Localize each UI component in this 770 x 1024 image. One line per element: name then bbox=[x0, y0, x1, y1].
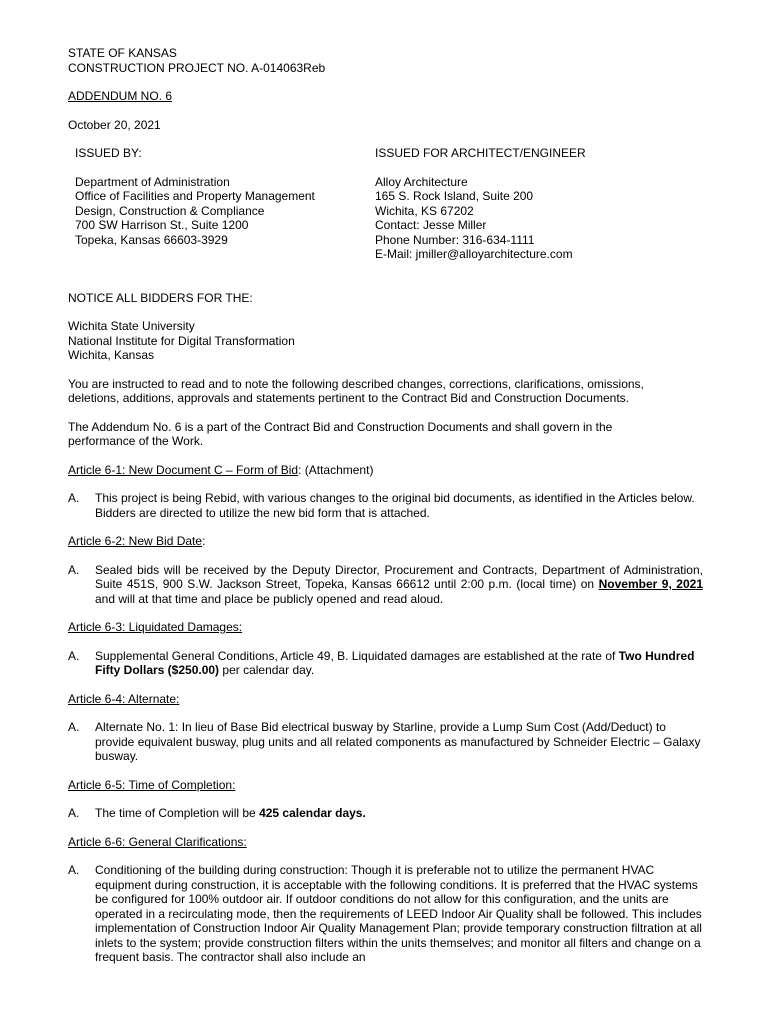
issued-by-heading: ISSUED BY: bbox=[75, 146, 142, 160]
issued-for-line: 165 S. Rock Island, Suite 200 bbox=[375, 189, 534, 203]
article-6-6-item: A. Conditioning of the building during construction: Though it is preferable not to utilize the permanent HVAC equipment during construction, it is acceptable with the following conditions. It is preferred that the HVAC systems be configured for 100% outdoor air. If outdoor conditions do not allow for this configuration, and the units are operated in a recirculating mode, then the requirements of LEED Indoor Air Quality shall be followed. This includes implementation of Construction Indoor Air Quality Management Plan; provide temporary construction filtration at all inlets to the system; provide construction filters within the units themselves; and monitor all filters and change on a frequent basis. The contractor shall also include an bbox=[68, 863, 702, 964]
issued-for-line: Alloy Architecture bbox=[375, 174, 468, 189]
notice-line: National Institute for Digital Transformation bbox=[68, 333, 295, 348]
article-6-4-item: A. Alternate No. 1: In lieu of Base Bid electrical busway by Starline, provide a Lump Sum Cost (Add/Deduct) to provide equivalent busway, plug units and all related components as manufactured by Schneider Electric – Galaxy busway. bbox=[68, 720, 701, 763]
issued-for-email: E-Mail: jmiller@alloyarchitecture.com bbox=[375, 247, 573, 261]
article-6-1-heading: Article 6-1: New Document C – Form of Bid: (Attachment) bbox=[68, 462, 374, 477]
article-6-3-heading: Article 6-3: Liquidated Damages: bbox=[68, 620, 243, 634]
issuer-block bbox=[68, 146, 704, 262]
addendum-title: ADDENDUM NO. 6 bbox=[68, 89, 173, 103]
intro-paragraph-2: The Addendum No. 6 is a part of the Contract Bid and Construction Documents and shall govern in the performance of the Work. bbox=[68, 419, 613, 448]
issued-for-line: Phone Number: 316-634-1111 bbox=[375, 232, 535, 247]
liquidated-damages-amount: Two Hundred Fifty Dollars ($250.00) bbox=[95, 648, 695, 677]
issued-by-line: Topeka, Kansas 66603-3929 bbox=[75, 232, 228, 247]
article-6-2-item: A. Sealed bids will be received by the Deputy Director, Procurement and Contracts, Department of Administration, Suite 451S, 900 S.W. Jackson Street, Topeka, Kansas 66612 until 2:00 p.m. (local time) on November 9, 2021 and will at that time and place be publicly opened and read aloud. bbox=[68, 562, 703, 606]
project-number: CONSTRUCTION PROJECT NO. A-014063Reb bbox=[68, 60, 326, 75]
issued-by-line: Office of Facilities and Property Management bbox=[75, 189, 315, 203]
issued-by-line: 700 SW Harrison St., Suite 1200 bbox=[75, 218, 249, 232]
article-6-6-heading: Article 6-6: General Clarifications: bbox=[68, 834, 247, 849]
issued-by-line: Department of Administration bbox=[75, 174, 230, 189]
document-page bbox=[68, 46, 704, 965]
article-6-2-heading: Article 6-2: New Bid Date: bbox=[68, 534, 206, 548]
issued-for-heading: ISSUED FOR ARCHITECT/ENGINEER bbox=[375, 146, 586, 160]
bid-date: November 9, 2021 bbox=[598, 577, 703, 591]
issued-by-line: Design, Construction & Compliance bbox=[75, 203, 265, 218]
article-6-5-heading: Article 6-5: Time of Completion: bbox=[68, 777, 236, 792]
completion-days: 425 calendar days. bbox=[259, 806, 366, 820]
issued-for-line: Wichita, KS 67202 bbox=[375, 203, 474, 218]
article-6-3-item: A. Supplemental General Conditions, Article 49, B. Liquidated damages are established at the rate of Two Hundred Fifty Dollars ($250.00) per calendar day. bbox=[68, 648, 695, 677]
issued-for-line: Contact: Jesse Miller bbox=[375, 218, 487, 232]
notice-heading: NOTICE ALL BIDDERS FOR THE: bbox=[68, 290, 253, 305]
article-6-5-item: A. The time of Completion will be 425 calendar days. bbox=[68, 806, 366, 820]
notice-line: Wichita State University bbox=[68, 319, 195, 333]
issued-for-column bbox=[375, 146, 586, 262]
state-heading: STATE OF KANSAS bbox=[68, 46, 177, 60]
intro-paragraph: You are instructed to read and to note the following described changes, corrections, clarifications, omissions, deletions, additions, approvals and statements pertinent to the Contract Bid and Construction Documents. bbox=[68, 376, 644, 405]
issued-by-column bbox=[68, 146, 375, 262]
document-date: October 20, 2021 bbox=[68, 117, 161, 132]
article-6-4-heading: Article 6-4: Alternate: bbox=[68, 691, 180, 706]
notice-line: Wichita, Kansas bbox=[68, 348, 155, 362]
article-6-1-item: A. This project is being Rebid, with various changes to the original bid documents, as identified in the Articles below. Bidders are directed to utilize the new bid form that is attached. bbox=[68, 491, 695, 520]
